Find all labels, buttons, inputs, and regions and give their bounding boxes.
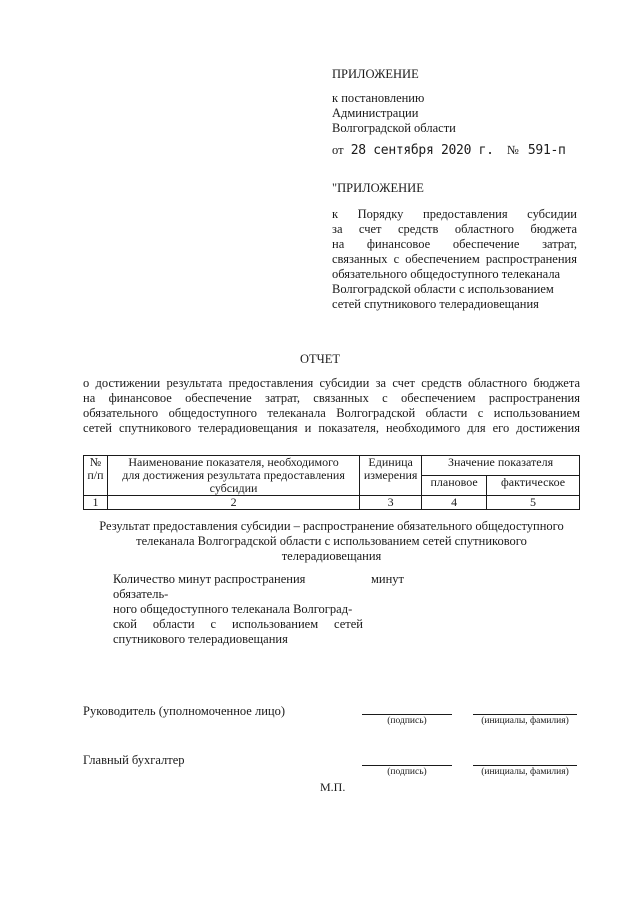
header-unit-line: измерения: [363, 468, 418, 482]
appendix2-line: сетей спутникового телерадиовещания: [332, 297, 539, 311]
header-num-line: п/п: [87, 468, 104, 482]
number-value: 591-п: [527, 143, 566, 158]
report-subtitle-line: на финансовое обеспечение затрат, связанных с обеспечением распространения: [83, 391, 580, 405]
header-planned: плановое: [422, 476, 487, 496]
appendix-ref: [332, 91, 582, 136]
head-initials-line: [473, 714, 577, 715]
appendix2-line: Волгоградской области с использованием: [332, 282, 554, 296]
appendix-ref-line: Администрации: [332, 106, 419, 120]
header-unit-line: Единица: [368, 455, 413, 469]
appendix2-line: связанных с обеспечением распространения: [332, 252, 577, 266]
appendix-title: ПРИЛОЖЕНИЕ: [332, 67, 419, 81]
report-subtitle: [83, 376, 580, 436]
appendix2-line: обязательного общедоступного телеканала: [332, 267, 561, 281]
header-num: [84, 456, 108, 496]
table-header-row: [84, 456, 580, 476]
report-subtitle-line: о достижении результата предоставления субсидии за счет средств областного бюджета: [83, 376, 580, 390]
header-actual: фактическое: [487, 476, 580, 496]
appendix2-ref: [332, 207, 577, 312]
indicator-unit: минут: [371, 572, 405, 586]
indicator-line: Количество минут распространения обязатель-: [113, 572, 306, 601]
report-title: ОТЧЕТ: [299, 352, 341, 366]
header-name: [107, 456, 359, 496]
header-name-line: субсидии: [209, 481, 258, 495]
head-initials-caption: (инициалы, фамилия): [481, 716, 569, 726]
indicator-line: ской области с использованием сетей: [113, 617, 363, 631]
accountant-initials-caption: (инициалы, фамилия): [481, 767, 569, 777]
col-number: 3: [360, 496, 422, 510]
accountant-signature-caption: (подпись): [387, 767, 427, 777]
appendix2-line: на финансовое обеспечение затрат,: [332, 237, 577, 251]
number-sign: №: [506, 143, 519, 157]
indicator-line: спутникового телерадиовещания: [113, 632, 288, 646]
report-subtitle-line: сетей спутникового телерадиовещания и показателя, необходимого для его достижения: [83, 421, 580, 435]
col-number: 4: [422, 496, 487, 510]
accountant-initials-line: [473, 765, 577, 766]
result-line: телеканала Волгоградской области с использованием сетей спутникового: [136, 534, 527, 548]
appendix2-line: за счет средств областного бюджета: [332, 222, 577, 236]
header-name-line: для достижения результата предоставления: [122, 468, 345, 482]
appendix-ref-line: Волгоградской области: [332, 121, 456, 135]
head-label: Руководитель (уполномоченное лицо): [83, 704, 286, 718]
date-value: 28 сентября 2020 г.: [350, 143, 494, 158]
result-statement: [83, 519, 580, 564]
stamp-mark: М.П.: [320, 780, 346, 794]
appendix2-title: "ПРИЛОЖЕНИЕ: [332, 181, 424, 195]
table-number-row: [84, 496, 580, 510]
head-signature-caption: (подпись): [387, 716, 427, 726]
accountant-signature-line: [362, 765, 452, 766]
indicator-name: [113, 572, 363, 647]
result-line: телерадиовещания: [281, 549, 382, 563]
accountant-label: Главный бухгалтер: [83, 753, 185, 767]
appendix2-line: к Порядку предоставления субсидии: [332, 207, 577, 221]
date-prefix: от: [332, 143, 344, 157]
header-value: Значение показателя: [422, 456, 580, 476]
col-number: 2: [107, 496, 359, 510]
header-num-line: №: [89, 455, 102, 469]
appendix-date-row: [332, 143, 566, 158]
appendix-ref-line: к постановлению: [332, 91, 425, 105]
report-table: [83, 455, 580, 510]
col-number: 5: [487, 496, 580, 510]
header-name-line: Наименование показателя, необходимого: [128, 455, 339, 469]
header-unit: [360, 456, 422, 496]
col-number: 1: [84, 496, 108, 510]
result-line: Результат предоставления субсидии – распространение обязательного общедоступного: [99, 519, 564, 533]
indicator-line: ного общедоступного телеканала Волгоград-: [113, 602, 353, 616]
report-subtitle-line: обязательного общедоступного телеканала Волгоградской области с использованием: [83, 406, 580, 420]
head-signature-line: [362, 714, 452, 715]
